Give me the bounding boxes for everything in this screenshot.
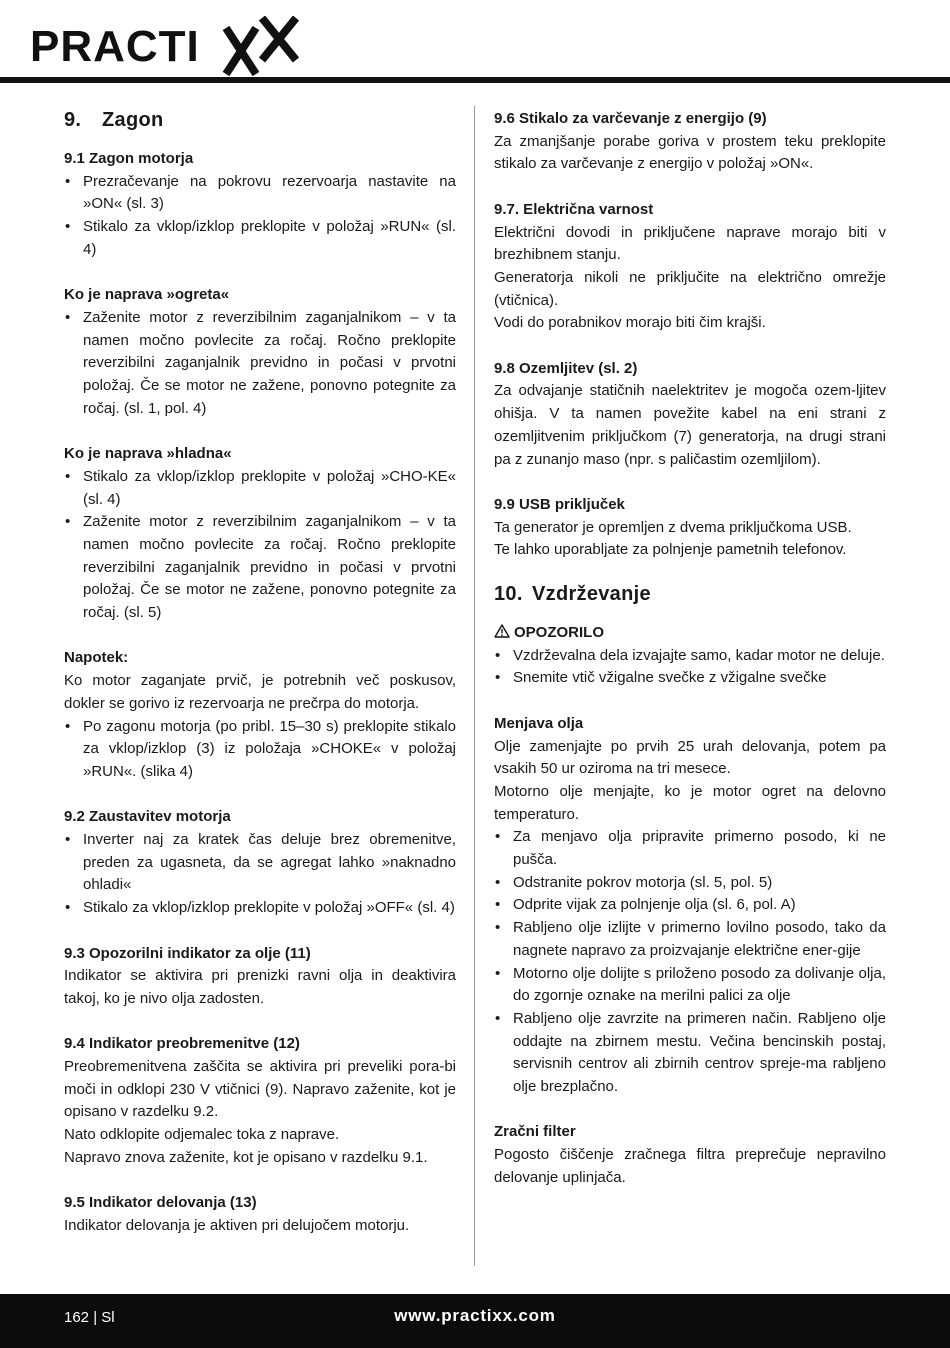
section-9-4-heading: 9.4 Indikator preobremenitve (12) xyxy=(64,1035,300,1053)
oil-change-heading: Menjava olja xyxy=(494,714,584,732)
section-9-4-text: Nato odklopite odjemalec toka z naprave. xyxy=(64,1126,340,1144)
list-item: • Zaženite motor z reverzibilnim zaganjalnikom – v ta namen močno povlecite za ročaj. Ročno preklopite reverzibilni zaganjalnik previdno in počasi v prvotni položaj. Če se motor ne zažene, ponovno potegnite za ročaj. (sl. 5) xyxy=(64,511,456,625)
oil-change-text: Motorno olje menjajte, ko je motor ogret na delovno temperaturo. xyxy=(494,782,886,823)
footer-bar xyxy=(0,1294,950,1348)
note-heading: Napotek: xyxy=(64,649,129,667)
header-rule xyxy=(0,77,950,83)
page-number: 162 | Sl xyxy=(64,1309,115,1326)
list-item: • Po zagonu motorja (po pribl. 15–30 s) preklopite stikalo za vklop/izklop (3) iz položaja »CHOKE« v položaj »RUN«. (slika 4) xyxy=(64,716,456,784)
list-item: • Vzdrževalna dela izvajajte samo, kadar motor ne deluje. xyxy=(494,645,886,668)
list-item: • Stikalo za vklop/izklop preklopite v položaj »CHO-KE« (sl. 4) xyxy=(64,466,456,511)
section-9-3-heading: 9.3 Opozorilni indikator za olje (11) xyxy=(64,944,311,962)
section-9-9-text: Ta generator je opremljen z dvema priključkoma USB. xyxy=(494,518,852,536)
section-9-3-text: Indikator se aktivira pri prenizki ravni olja in deaktivira takoj, ko je nivo olja zadosten. xyxy=(64,967,456,1007)
section-9-7-heading: 9.7. Električna varnost xyxy=(494,200,654,218)
note-text: Ko motor zaganjate prvič, je potrebnih več poskusov, dokler se gorivo iz rezervoarja ne prečrpa do motorja. xyxy=(64,672,456,712)
warm-heading: Ko je naprava »ogreta« xyxy=(64,286,230,304)
list-item: • Zaženite motor z reverzibilnim zaganjalnikom – v ta namen močno povlecite za ročaj. Ročno preklopite reverzibilni zaganjalnik previdno in počasi v prvotni položaj. Če se motor ne zažene, ponovno potegnite za ročaj. (sl. 1, pol. 4) xyxy=(64,307,456,421)
list-item: • Stikalo za vklop/izklop preklopite v položaj »RUN« (sl. 4) xyxy=(64,216,456,261)
list-item: • Za menjavo olja pripravite primerno posodo, ki ne pušča. xyxy=(494,826,886,871)
cold-list xyxy=(64,466,456,625)
section-9-4-text: Preobremenitvena zaščita se aktivira pri preveliki pora-bi moči in odklopi 230 V vtičnici (9). Napravo zaženite, kot je opisano v razdelku 9.2. xyxy=(64,1058,456,1121)
oil-change-list xyxy=(494,826,886,1098)
warm-list xyxy=(64,307,456,421)
section-10-heading: 10. Vzdrževanje xyxy=(494,583,651,606)
list-item: • Rabljeno olje izlijte v primerno lovilno posodo, tako da nagnete napravo za proizvajanje električne ener-gije xyxy=(494,917,886,962)
list-item: • Motorno olje dolijte s priloženo posodo za dolivanje olja, do zgornje oznake na merilni palici za olje xyxy=(494,963,886,1008)
section-9-8-text: Za odvajanje statičnih naelektritev je mogoča ozem-ljitev ohišja. V ta namen povežite kabel na eni strani z ozemljitvenim priključkom (7) generatorja, na drugi strani pa z zunanjo maso (npr. s paličastim ozemljilom). xyxy=(494,382,886,468)
section-9-6-heading: 9.6 Stikalo za varčevanje z energijo (9) xyxy=(494,110,767,127)
section-9-7-text: Vodi do porabnikov morajo biti čim krajši. xyxy=(494,314,766,332)
oil-change-text: Olje zamenjajte po prvih 25 urah delovanja, potem pa vsakih 50 ur oziroma na tri mesece. xyxy=(494,737,886,778)
section-9-6-text: Za zmanjšanje porabe goriva v prostem teku preklopite stikalo za varčevanje z energijo v položaj »ON«. xyxy=(494,132,886,173)
note-list xyxy=(64,716,456,784)
section-9-2-heading: 9.2 Zaustavitev motorja xyxy=(64,808,231,826)
list-item: • Stikalo za vklop/izklop preklopite v položaj »OFF« (sl. 4) xyxy=(64,897,456,920)
list-item: • Rabljeno olje zavrzite na primeren način. Rabljeno olje oddajte na zbirnem mestu. Večina bencinskih postaj, servisnih centrov ali zbirnih centrov spreje-ma rabljeno olje brezplačno. xyxy=(494,1008,886,1099)
left-column xyxy=(64,108,456,1238)
section-9-7-text: Električni dovodi in priključene naprave morajo biti v brezhibnem stanju. xyxy=(494,223,886,264)
section-9-5-text: Indikator delovanja je aktiven pri delujočem motorju. xyxy=(64,1216,410,1234)
website-url: www.practixx.com xyxy=(394,1306,556,1325)
section-9-9-text: Te lahko uporabljate za polnjenje pametnih telefonov. xyxy=(494,541,847,559)
list-item: • Inverter naj za kratek čas deluje brez obremenitve, preden za ugasneta, da se agregat lahko »naknadno ohladi« xyxy=(64,829,456,897)
practixx-logo xyxy=(30,16,330,76)
svg-text:PRACTI: PRACTI xyxy=(30,22,200,71)
list-item: • Prezračevanje na pokrovu rezervoarja nastavite na »ON« (sl. 3) xyxy=(64,171,456,216)
section-9-1-list xyxy=(64,171,456,262)
right-column xyxy=(494,108,886,1190)
section-9-heading: 9. Zagon xyxy=(64,109,164,131)
list-item: • Odprite vijak za polnjenje olja (sl. 6, pol. A) xyxy=(494,894,886,917)
air-filter-heading: Zračni filter xyxy=(494,1123,576,1141)
section-9-4-text: Napravo znova zaženite, kot je opisano v razdelku 9.1. xyxy=(64,1148,428,1166)
warning-heading: OPOZORILO xyxy=(494,622,886,645)
list-item: • Snemite vtič vžigalne svečke z vžigalne svečke xyxy=(494,667,886,690)
list-item: • Odstranite pokrov motorja (sl. 5, pol. 5) xyxy=(494,872,886,895)
section-9-8-heading: 9.8 Ozemljitev (sl. 2) xyxy=(494,359,638,377)
column-divider xyxy=(474,106,475,1266)
section-9-9-heading: 9.9 USB priključek xyxy=(494,495,625,513)
warning-list xyxy=(494,645,886,690)
cold-heading: Ko je naprava »hladna« xyxy=(64,445,232,463)
warning-triangle-icon xyxy=(494,624,510,638)
air-filter-text: Pogosto čiščenje zračnega filtra preprečuje nepravilno delovanje uplinjača. xyxy=(494,1146,886,1186)
section-9-7-text: Generatorja nikoli ne priključite na električno omrežje (vtičnica). xyxy=(494,268,886,309)
section-9-5-heading: 9.5 Indikator delovanja (13) xyxy=(64,1194,257,1212)
section-9-2-list xyxy=(64,829,456,920)
section-9-1-heading: 9.1 Zagon motorja xyxy=(64,150,194,167)
